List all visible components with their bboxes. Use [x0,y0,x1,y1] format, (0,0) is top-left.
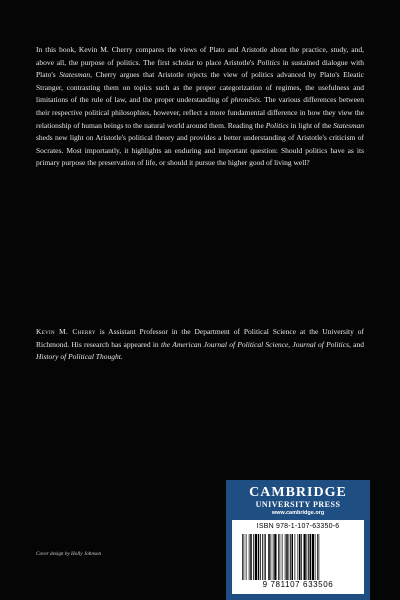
barcode-bar [295,534,296,580]
barcode-bar [280,534,281,580]
barcode-bar [265,534,266,580]
barcode-bar [246,534,247,580]
blurb-title-politics: Politics [265,120,289,130]
barcode-bar [315,534,316,580]
bio-journals: the American Journal of Political Science, Journal of Politics, [160,339,351,349]
isbn-label: ISBN 978-1-107-63350-6 [256,523,340,530]
bio-text: . [120,352,123,362]
blurb-text: in light of the [288,120,334,130]
barcode-bar [286,534,288,580]
barcode-bar [310,534,312,580]
barcode-bar [278,534,279,580]
barcode-bar [298,534,299,580]
barcode-bar [273,534,274,580]
barcode-bar [268,534,270,580]
barcode-bar [258,534,260,580]
author-name: Kevin M. Cherry [36,327,96,336]
publisher-name: CAMBRIDGE [249,485,347,500]
barcode-bar [282,534,283,580]
barcode-bar [262,534,263,580]
barcode-bar [255,534,257,580]
barcode-bar [264,534,265,580]
barcode-bar [249,534,250,580]
blurb-text: in sustained dialogue with Plato's [36,57,364,80]
publisher-url: www.cambridge.org [271,510,325,516]
cover-design-credit: Cover design by Holly Johnson [36,551,102,557]
barcode-icon [240,534,356,580]
barcode-bar [290,534,291,580]
barcode-bar [285,534,286,580]
blurb-term-phronesis: phronēsis [230,95,260,105]
barcode-bar [319,534,320,580]
barcode-bar [292,534,294,580]
author-bio [36,326,364,364]
blurb-text: . The various differences between their respective political philosophies, however, reflect a more fundamental difference in how they view the relationship of human beings to the natural world around them. Reading the [36,95,364,130]
barcode-bar [253,534,254,580]
barcode-bar [308,534,309,580]
barcode-panel [232,520,364,594]
barcode-bar [299,534,301,580]
barcode-bar [312,534,314,580]
barcode-bar [301,534,302,580]
barcode-bar [317,534,318,580]
blurb-text: sheds new light on Aristotle's political theory and provides a better understanding of Aristotle's criticism of Socrates. Most importantly, it highlights an enduring and important question: Should politics have as its primary purpose the preservation of life, or should it pursue the higher good of living well? [36,133,364,168]
bio-journal-last: History of Political Thought [36,352,121,362]
barcode-bar [242,534,243,580]
barcode-bar [250,534,252,580]
blurb-title-politics: Politics [256,57,280,67]
barcode-bar [260,534,261,580]
publisher-block [226,480,370,600]
barcode-bar [307,534,308,580]
blurb-title-statesman: Statesman [333,120,364,130]
bio-text: is Assistant Professor in the Department of Political Science at the University of Richmond. His research has appeared in [36,327,365,349]
barcode-bar [304,534,306,580]
blurb-text: In this book, Kevin M. Cherry compares the views of Plato and Aristotle about the practice, study, and, above all, the purpose of politics. The first scholar to place Aristotle's [36,45,364,67]
barcode-digits: 9 781107 633506 [262,580,334,589]
barcode-bar [244,534,245,580]
bio-text: and [350,339,364,349]
blurb-text: , Cherry argues that Aristotle rejects the view of politics advanced by Plato's Eleatic Stranger, contrasting them on topics such as the proper categorization of regimes, the usefulness and limitations of the rule of law, and the proper understanding of [36,70,364,105]
blurb-title-statesman: Statesman [59,70,91,80]
barcode-bar [271,534,272,580]
publisher-subname: UNIVERSITY PRESS [255,500,341,509]
barcode-bar [289,534,290,580]
barcode-bar [274,534,276,580]
book-description [36,44,364,170]
